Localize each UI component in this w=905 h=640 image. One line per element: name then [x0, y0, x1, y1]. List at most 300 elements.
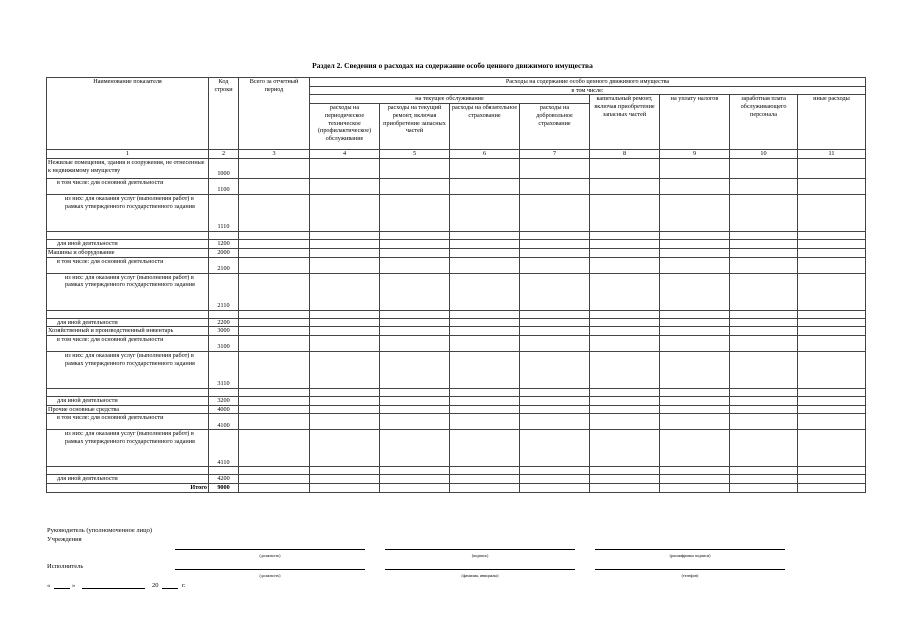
value-cell[interactable]: [380, 159, 450, 179]
row-code: 2100: [209, 257, 239, 273]
executor-fio-line[interactable]: [385, 569, 575, 570]
value-cell[interactable]: [590, 257, 660, 273]
value-cell[interactable]: [310, 430, 380, 467]
value-cell[interactable]: [239, 240, 310, 249]
value-cell[interactable]: [450, 467, 520, 475]
head-signature-label: Руководитель (уполномоченное лицо) Учреждения: [47, 527, 153, 543]
row-label: [47, 310, 209, 318]
table-row: [47, 430, 866, 467]
value-cell[interactable]: [380, 248, 450, 257]
value-cell[interactable]: [798, 310, 866, 318]
value-cell[interactable]: [239, 310, 310, 318]
value-cell[interactable]: [239, 405, 310, 414]
executor-position-line[interactable]: [175, 569, 365, 570]
value-cell[interactable]: [590, 351, 660, 388]
value-cell[interactable]: [590, 232, 660, 240]
header-code: Код строки: [209, 78, 239, 150]
table-row: [47, 179, 866, 195]
row-code: 1200: [209, 240, 239, 249]
date-year-prefix: 20: [152, 582, 159, 589]
value-cell[interactable]: [520, 310, 590, 318]
value-cell[interactable]: [590, 430, 660, 467]
row-label: из них: для оказания услуг (выполнения работ) в рамках утвержденного государственного задания: [47, 430, 209, 467]
col-num: 9: [660, 150, 730, 159]
table-row: [47, 414, 866, 430]
value-cell[interactable]: [730, 159, 798, 179]
col-num: 10: [730, 150, 798, 159]
table-row: [47, 405, 866, 414]
col-num: 4: [310, 150, 380, 159]
value-cell[interactable]: [450, 405, 520, 414]
value-cell[interactable]: [798, 179, 866, 195]
value-cell[interactable]: [310, 273, 380, 310]
value-cell[interactable]: [798, 240, 866, 249]
value-cell[interactable]: [660, 232, 730, 240]
value-cell[interactable]: [798, 388, 866, 396]
value-cell[interactable]: [730, 430, 798, 467]
value-cell[interactable]: [380, 273, 450, 310]
value-cell[interactable]: [520, 351, 590, 388]
value-cell[interactable]: [730, 475, 798, 484]
row-code: 9000: [209, 484, 239, 493]
value-cell[interactable]: [380, 351, 450, 388]
value-cell[interactable]: [590, 179, 660, 195]
row-code: [209, 388, 239, 396]
position-line[interactable]: [175, 549, 365, 550]
row-code: 1000: [209, 159, 239, 179]
value-cell[interactable]: [590, 195, 660, 232]
sign-line[interactable]: [385, 549, 575, 550]
value-cell[interactable]: [380, 240, 450, 249]
value-cell[interactable]: [380, 430, 450, 467]
value-cell[interactable]: [590, 484, 660, 493]
value-cell[interactable]: [450, 414, 520, 430]
row-label: в том числе: для основной деятельности: [47, 257, 209, 273]
value-cell[interactable]: [239, 335, 310, 351]
header-current-service: на текущее обслуживание: [310, 95, 590, 104]
table-row: [47, 351, 866, 388]
value-cell[interactable]: [239, 467, 310, 475]
value-cell[interactable]: [520, 257, 590, 273]
row-code: 3200: [209, 396, 239, 405]
value-cell[interactable]: [520, 195, 590, 232]
value-cell[interactable]: [380, 335, 450, 351]
value-cell[interactable]: [798, 475, 866, 484]
value-cell[interactable]: [380, 310, 450, 318]
value-cell[interactable]: [450, 248, 520, 257]
value-cell[interactable]: [730, 195, 798, 232]
row-label: [47, 388, 209, 396]
value-cell[interactable]: [520, 159, 590, 179]
value-cell[interactable]: [450, 240, 520, 249]
row-label: в том числе: для основной деятельности: [47, 335, 209, 351]
value-cell[interactable]: [380, 327, 450, 336]
row-code: 3110: [209, 351, 239, 388]
value-cell[interactable]: [660, 310, 730, 318]
row-label: Нежилые помещения, здания и сооружения, не отнесенные к недвижимому имуществу: [47, 159, 209, 179]
value-cell[interactable]: [590, 414, 660, 430]
value-cell[interactable]: [239, 195, 310, 232]
value-cell[interactable]: [798, 414, 866, 430]
header-expenses: Расходы на содержание особо ценного движимого имущества: [310, 78, 866, 87]
value-cell[interactable]: [239, 257, 310, 273]
value-cell[interactable]: [239, 248, 310, 257]
value-cell[interactable]: [798, 327, 866, 336]
value-cell[interactable]: [730, 257, 798, 273]
value-cell[interactable]: [660, 273, 730, 310]
value-cell[interactable]: [730, 405, 798, 414]
value-cell[interactable]: [798, 195, 866, 232]
col-num: 5: [380, 150, 450, 159]
value-cell[interactable]: [798, 351, 866, 388]
value-cell[interactable]: [798, 335, 866, 351]
value-cell[interactable]: [450, 484, 520, 493]
value-cell[interactable]: [450, 310, 520, 318]
value-cell[interactable]: [520, 273, 590, 310]
col-num: 7: [520, 150, 590, 159]
value-cell[interactable]: [380, 179, 450, 195]
value-cell[interactable]: [310, 475, 380, 484]
value-cell[interactable]: [310, 335, 380, 351]
row-code: [209, 467, 239, 475]
table-row: [47, 240, 866, 249]
expenses-table: [46, 77, 866, 493]
value-cell[interactable]: [798, 467, 866, 475]
section-title: Раздел 2. Сведения о расходах на содержание особо ценного движимого имущества: [312, 61, 593, 70]
row-label: Итого: [47, 484, 209, 493]
value-cell[interactable]: [450, 273, 520, 310]
value-cell[interactable]: [380, 318, 450, 327]
header-total: Всего за отчетный период: [239, 78, 310, 150]
value-cell[interactable]: [310, 405, 380, 414]
value-cell[interactable]: [520, 232, 590, 240]
table-row: [47, 195, 866, 232]
value-cell[interactable]: [590, 396, 660, 405]
value-cell[interactable]: [590, 475, 660, 484]
row-label: для иной деятельности: [47, 475, 209, 484]
value-cell[interactable]: [520, 405, 590, 414]
value-cell[interactable]: [450, 430, 520, 467]
value-cell[interactable]: [660, 257, 730, 273]
date-year-suffix: г.: [182, 582, 186, 589]
row-label: Хозяйственный и производственный инвентарь: [47, 327, 209, 336]
header-name: Наименование показателя: [47, 78, 209, 150]
value-cell[interactable]: [730, 327, 798, 336]
value-cell[interactable]: [660, 351, 730, 388]
row-label: из них: для оказания услуг (выполнения работ) в рамках утвержденного государственного задания: [47, 195, 209, 232]
value-cell[interactable]: [450, 388, 520, 396]
value-cell[interactable]: [239, 327, 310, 336]
value-cell[interactable]: [239, 232, 310, 240]
value-cell[interactable]: [730, 335, 798, 351]
value-cell[interactable]: [239, 159, 310, 179]
value-cell[interactable]: [660, 179, 730, 195]
value-cell[interactable]: [520, 430, 590, 467]
row-code: 4200: [209, 475, 239, 484]
col-num: 3: [239, 150, 310, 159]
value-cell[interactable]: [660, 327, 730, 336]
value-cell[interactable]: [660, 467, 730, 475]
table-row: [47, 467, 866, 475]
value-cell[interactable]: [380, 388, 450, 396]
value-cell[interactable]: [450, 475, 520, 484]
table-row: [47, 318, 866, 327]
table-row: [47, 327, 866, 336]
column-numbers-row: [47, 150, 866, 159]
value-cell[interactable]: [450, 318, 520, 327]
row-label: [47, 467, 209, 475]
row-label: для иной деятельности: [47, 396, 209, 405]
value-cell[interactable]: [798, 248, 866, 257]
table-row: [47, 273, 866, 310]
value-cell[interactable]: [520, 327, 590, 336]
value-cell[interactable]: [380, 405, 450, 414]
table-row: [47, 484, 866, 493]
value-cell[interactable]: [730, 351, 798, 388]
value-cell[interactable]: [520, 484, 590, 493]
value-cell[interactable]: [590, 467, 660, 475]
header-col11: иные расходы: [798, 95, 866, 150]
value-cell[interactable]: [310, 484, 380, 493]
row-code: 1110: [209, 195, 239, 232]
value-cell[interactable]: [450, 351, 520, 388]
value-cell[interactable]: [590, 318, 660, 327]
value-cell[interactable]: [730, 310, 798, 318]
value-cell[interactable]: [520, 240, 590, 249]
value-cell[interactable]: [590, 405, 660, 414]
value-cell[interactable]: [380, 232, 450, 240]
value-cell[interactable]: [310, 248, 380, 257]
value-cell[interactable]: [730, 414, 798, 430]
row-label: для иной деятельности: [47, 318, 209, 327]
value-cell[interactable]: [520, 467, 590, 475]
value-cell[interactable]: [660, 318, 730, 327]
value-cell[interactable]: [450, 257, 520, 273]
date-day-line[interactable]: [54, 588, 70, 589]
row-label: для иной деятельности: [47, 240, 209, 249]
executor-phone-line[interactable]: [595, 569, 785, 570]
value-cell[interactable]: [798, 232, 866, 240]
value-cell[interactable]: [730, 318, 798, 327]
table-row: [47, 310, 866, 318]
value-cell[interactable]: [310, 232, 380, 240]
row-label: из них: для оказания услуг (выполнения работ) в рамках утвержденного государственного задания: [47, 351, 209, 388]
value-cell[interactable]: [660, 396, 730, 405]
table-row: [47, 232, 866, 240]
value-cell[interactable]: [310, 388, 380, 396]
table-body: [47, 159, 866, 493]
header-col9: на уплату налогов: [660, 95, 730, 150]
value-cell[interactable]: [239, 179, 310, 195]
value-cell[interactable]: [239, 484, 310, 493]
row-label: Прочие основные средства: [47, 405, 209, 414]
caption-fio: (фамилия, инициалы): [461, 573, 499, 578]
caption-phone: (телефон): [681, 573, 699, 578]
value-cell[interactable]: [239, 475, 310, 484]
value-cell[interactable]: [310, 351, 380, 388]
value-cell[interactable]: [239, 430, 310, 467]
value-cell[interactable]: [380, 414, 450, 430]
value-cell[interactable]: [520, 335, 590, 351]
value-cell[interactable]: [520, 248, 590, 257]
row-label: Машины и оборудование: [47, 248, 209, 257]
value-cell[interactable]: [450, 232, 520, 240]
value-cell[interactable]: [660, 195, 730, 232]
header-col4: расходы на периодическое техническое (профилактическое) обслуживание: [310, 104, 380, 150]
value-cell[interactable]: [380, 257, 450, 273]
row-code: 2000: [209, 248, 239, 257]
col-num: 2: [209, 150, 239, 159]
value-cell[interactable]: [798, 484, 866, 493]
value-cell[interactable]: [239, 318, 310, 327]
value-cell[interactable]: [239, 414, 310, 430]
caption-position: (должность): [259, 573, 281, 578]
table-row: [47, 257, 866, 273]
value-cell[interactable]: [660, 248, 730, 257]
caption-position: (должность): [259, 553, 281, 558]
value-cell[interactable]: [590, 335, 660, 351]
value-cell[interactable]: [590, 248, 660, 257]
table-row: [47, 248, 866, 257]
decode-line[interactable]: [595, 549, 785, 550]
value-cell[interactable]: [380, 467, 450, 475]
value-cell[interactable]: [660, 475, 730, 484]
value-cell[interactable]: [310, 467, 380, 475]
value-cell[interactable]: [730, 273, 798, 310]
value-cell[interactable]: [450, 159, 520, 179]
value-cell[interactable]: [310, 396, 380, 405]
value-cell[interactable]: [520, 318, 590, 327]
value-cell[interactable]: [380, 195, 450, 232]
value-cell[interactable]: [590, 240, 660, 249]
value-cell[interactable]: [239, 273, 310, 310]
table-row: [47, 159, 866, 179]
value-cell[interactable]: [310, 257, 380, 273]
date-open-quote: «: [47, 582, 51, 589]
header-col7: расходы на добровольное страхование: [520, 104, 590, 150]
value-cell[interactable]: [730, 388, 798, 396]
value-cell[interactable]: [660, 335, 730, 351]
value-cell[interactable]: [310, 327, 380, 336]
header-col6: расходы на обязательное страхование: [450, 104, 520, 150]
value-cell[interactable]: [520, 396, 590, 405]
value-cell[interactable]: [239, 396, 310, 405]
col-num: 11: [798, 150, 866, 159]
value-cell[interactable]: [310, 414, 380, 430]
col-num: 6: [450, 150, 520, 159]
value-cell[interactable]: [239, 351, 310, 388]
value-cell[interactable]: [730, 179, 798, 195]
date-close-quote: »: [72, 582, 76, 589]
date-year-line[interactable]: [162, 588, 178, 589]
value-cell[interactable]: [590, 273, 660, 310]
value-cell[interactable]: [660, 388, 730, 396]
table-row: [47, 475, 866, 484]
value-cell[interactable]: [380, 484, 450, 493]
row-code: 2200: [209, 318, 239, 327]
value-cell[interactable]: [660, 414, 730, 430]
col-num: 8: [590, 150, 660, 159]
row-code: 4000: [209, 405, 239, 414]
header-col8: капитальный ремонт, включая приобретение запасных частей: [590, 95, 660, 150]
caption-decode: (расшифровка подписи): [669, 553, 711, 558]
row-code: [209, 232, 239, 240]
header-col10: заработная плата обслуживающего персонала: [730, 95, 798, 150]
value-cell[interactable]: [798, 318, 866, 327]
value-cell[interactable]: [450, 195, 520, 232]
value-cell[interactable]: [310, 240, 380, 249]
value-cell[interactable]: [310, 318, 380, 327]
value-cell[interactable]: [310, 159, 380, 179]
value-cell[interactable]: [660, 405, 730, 414]
value-cell[interactable]: [798, 430, 866, 467]
row-label: в том числе: для основной деятельности: [47, 179, 209, 195]
value-cell[interactable]: [450, 327, 520, 336]
value-cell[interactable]: [798, 159, 866, 179]
col-num: 1: [47, 150, 209, 159]
value-cell[interactable]: [239, 388, 310, 396]
value-cell[interactable]: [798, 405, 866, 414]
value-cell[interactable]: [380, 396, 450, 405]
value-cell[interactable]: [590, 327, 660, 336]
value-cell[interactable]: [590, 159, 660, 179]
value-cell[interactable]: [310, 195, 380, 232]
value-cell[interactable]: [660, 430, 730, 467]
value-cell[interactable]: [730, 467, 798, 475]
row-label: [47, 232, 209, 240]
caption-sign: (подпись): [471, 553, 489, 558]
row-code: 4110: [209, 430, 239, 467]
header-including: в том числе:: [310, 86, 866, 95]
value-cell[interactable]: [590, 310, 660, 318]
value-cell[interactable]: [450, 396, 520, 405]
value-cell[interactable]: [730, 240, 798, 249]
row-code: 3100: [209, 335, 239, 351]
row-code: 3000: [209, 327, 239, 336]
value-cell[interactable]: [450, 335, 520, 351]
value-cell[interactable]: [660, 240, 730, 249]
value-cell[interactable]: [730, 248, 798, 257]
date-month-line[interactable]: [82, 588, 145, 589]
value-cell[interactable]: [660, 484, 730, 493]
row-label: из них: для оказания услуг (выполнения работ) в рамках утвержденного государственного задания: [47, 273, 209, 310]
value-cell[interactable]: [310, 179, 380, 195]
value-cell[interactable]: [520, 179, 590, 195]
table-row: [47, 388, 866, 396]
value-cell[interactable]: [520, 414, 590, 430]
value-cell[interactable]: [798, 273, 866, 310]
value-cell[interactable]: [730, 396, 798, 405]
table-row: [47, 335, 866, 351]
value-cell[interactable]: [590, 388, 660, 396]
row-label: в том числе: для основной деятельности: [47, 414, 209, 430]
value-cell[interactable]: [310, 310, 380, 318]
row-code: [209, 310, 239, 318]
value-cell[interactable]: [520, 388, 590, 396]
value-cell[interactable]: [520, 475, 590, 484]
value-cell[interactable]: [798, 257, 866, 273]
row-code: 2110: [209, 273, 239, 310]
value-cell[interactable]: [730, 232, 798, 240]
value-cell[interactable]: [660, 159, 730, 179]
value-cell[interactable]: [798, 396, 866, 405]
value-cell[interactable]: [450, 179, 520, 195]
executor-label: Исполнитель: [47, 563, 84, 570]
row-code: 1100: [209, 179, 239, 195]
value-cell[interactable]: [730, 484, 798, 493]
table-row: [47, 396, 866, 405]
value-cell[interactable]: [380, 475, 450, 484]
